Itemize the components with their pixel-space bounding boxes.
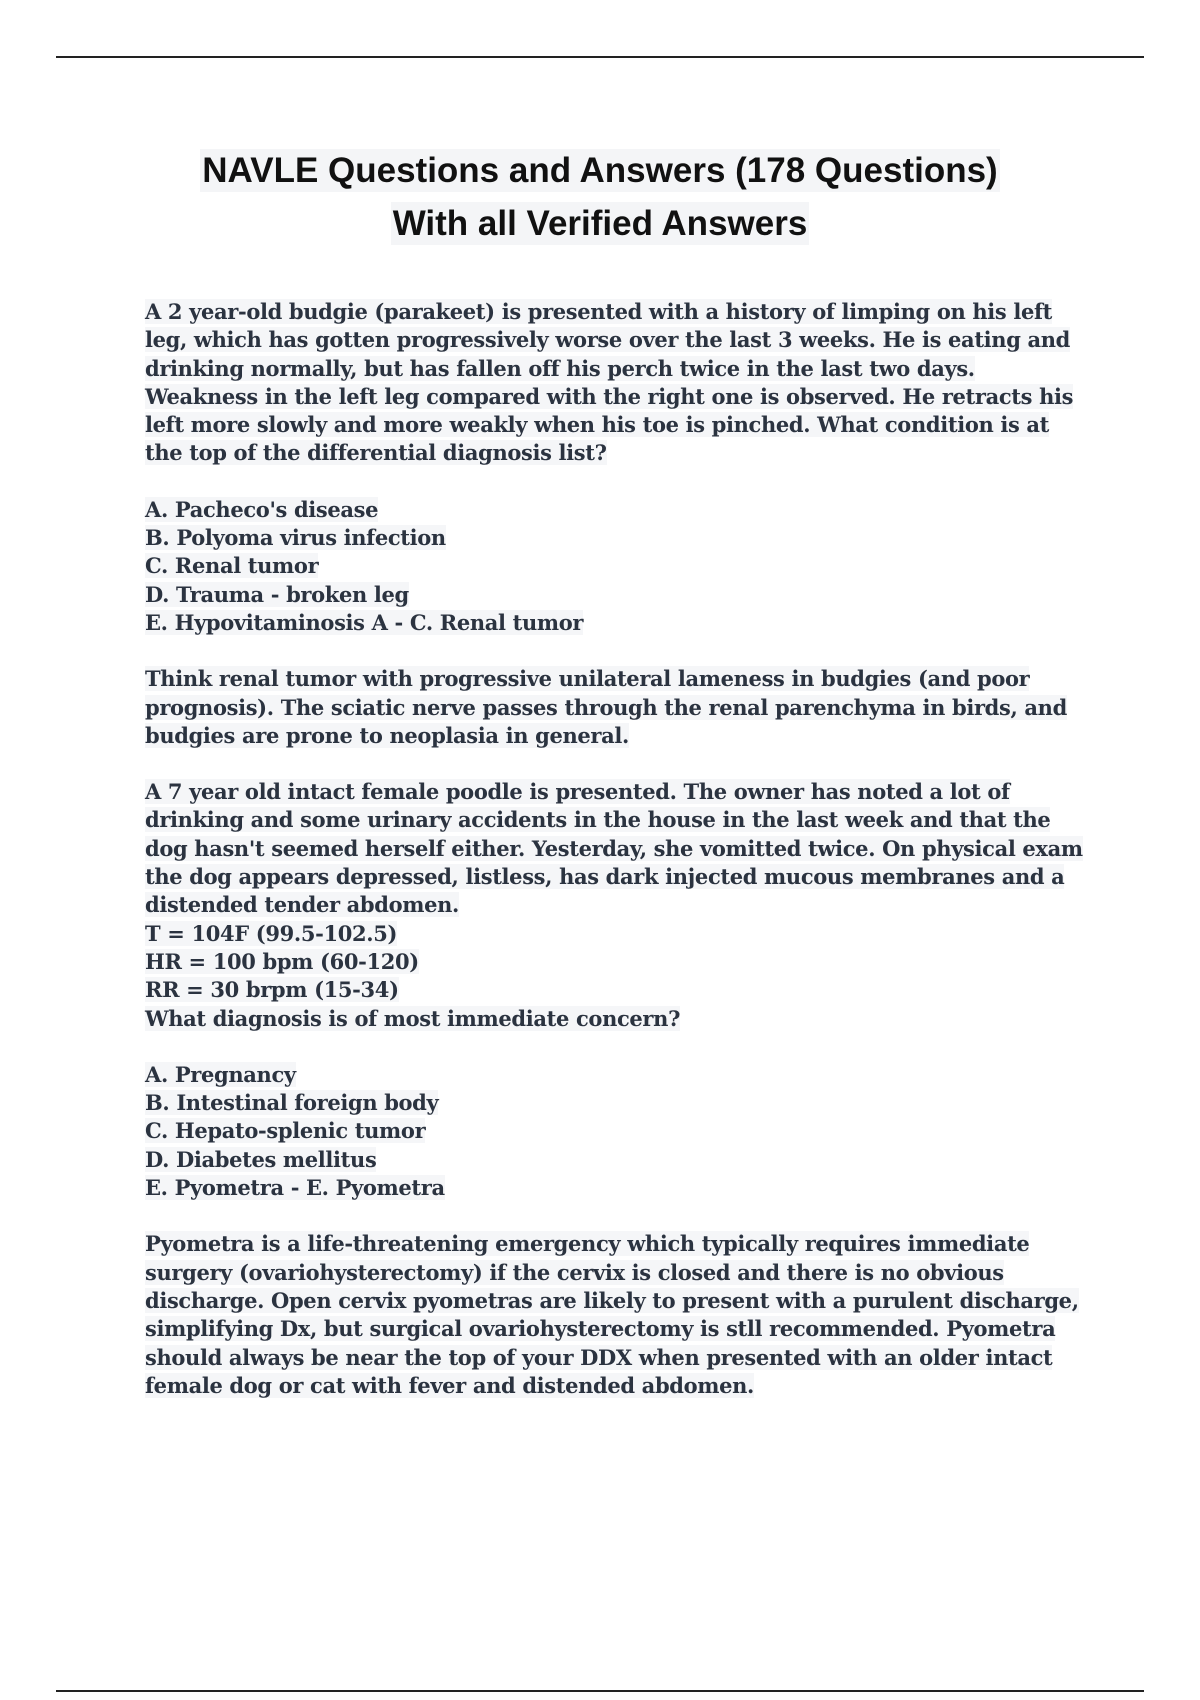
option-item: C. Hepato-splenic tumor xyxy=(145,1118,426,1144)
vital-item: RR = 30 brpm (15-34) xyxy=(145,977,399,1003)
document-title xyxy=(120,144,1080,250)
option-item: D. Diabetes mellitus xyxy=(145,1146,377,1172)
option-item: C. Renal tumor xyxy=(145,553,319,579)
vital-item: T = 104F (99.5-102.5) xyxy=(145,920,398,946)
document-body xyxy=(145,298,1090,1428)
option-item: E. Pyometra - E. Pyometra xyxy=(145,1175,445,1201)
title-line-1: NAVLE Questions and Answers (178 Questions) xyxy=(202,151,998,190)
question-2-prompt: What diagnosis is of most immediate concern? xyxy=(145,1005,681,1031)
footer-rule xyxy=(56,1690,1144,1692)
option-item: A. Pregnancy xyxy=(145,1061,296,1087)
question-1-explanation: Think renal tumor with progressive unilateral lameness in budgies (and poor prognosis). The sciatic nerve passes through the renal parenchyma in birds, and budgies are prone to neoplasia in general. xyxy=(145,666,1067,748)
option-item: E. Hypovitaminosis A - C. Renal tumor xyxy=(145,609,584,635)
option-item: B. Polyoma virus infection xyxy=(145,525,446,551)
title-line-2: With all Verified Answers xyxy=(392,204,808,243)
header-rule xyxy=(56,56,1144,58)
question-2-vitals xyxy=(145,920,1090,1005)
question-2-explanation: Pyometra is a life-threatening emergency which typically requires immediate surgery (ovariohysterectomy) if the cervix is closed and there is no obvious discharge. Open cervix pyometras are likely to present with a purulent discharge, simplifying Dx, but surgical ovariohysterectomy is stll recommended. Pyometra should always be near the top of your DDX when presented with an older intact female dog or cat with fever and distended abdomen. xyxy=(145,1231,1079,1398)
question-2-stem: A 7 year old intact female poodle is presented. The owner has noted a lot of drinking and some urinary accidents in the house in the last week and that the dog hasn't seemed herself either. Yesterday, she vomitted twice. On physical exam the dog appears depressed, listless, has dark injected mucous membranes and a distended tender abdomen. xyxy=(145,779,1083,918)
option-item: B. Intestinal foreign body xyxy=(145,1090,439,1116)
option-item: A. Pacheco's disease xyxy=(145,496,379,522)
option-item: D. Trauma - broken leg xyxy=(145,581,409,607)
question-2-options xyxy=(145,1061,1090,1202)
vital-item: HR = 100 bpm (60-120) xyxy=(145,948,419,974)
question-1-options xyxy=(145,496,1090,637)
question-1-stem: A 2 year-old budgie (parakeet) is presented with a history of limping on his left leg, which has gotten progressively worse over the last 3 weeks. He is eating and drinking normally, but has fallen off his perch twice in the last two days. Weakness in the left leg compared with the right one is observed. He retracts his left more slowly and more weakly when his toe is pinched. What condition is at the top of the differential diagnosis list? xyxy=(145,299,1074,466)
